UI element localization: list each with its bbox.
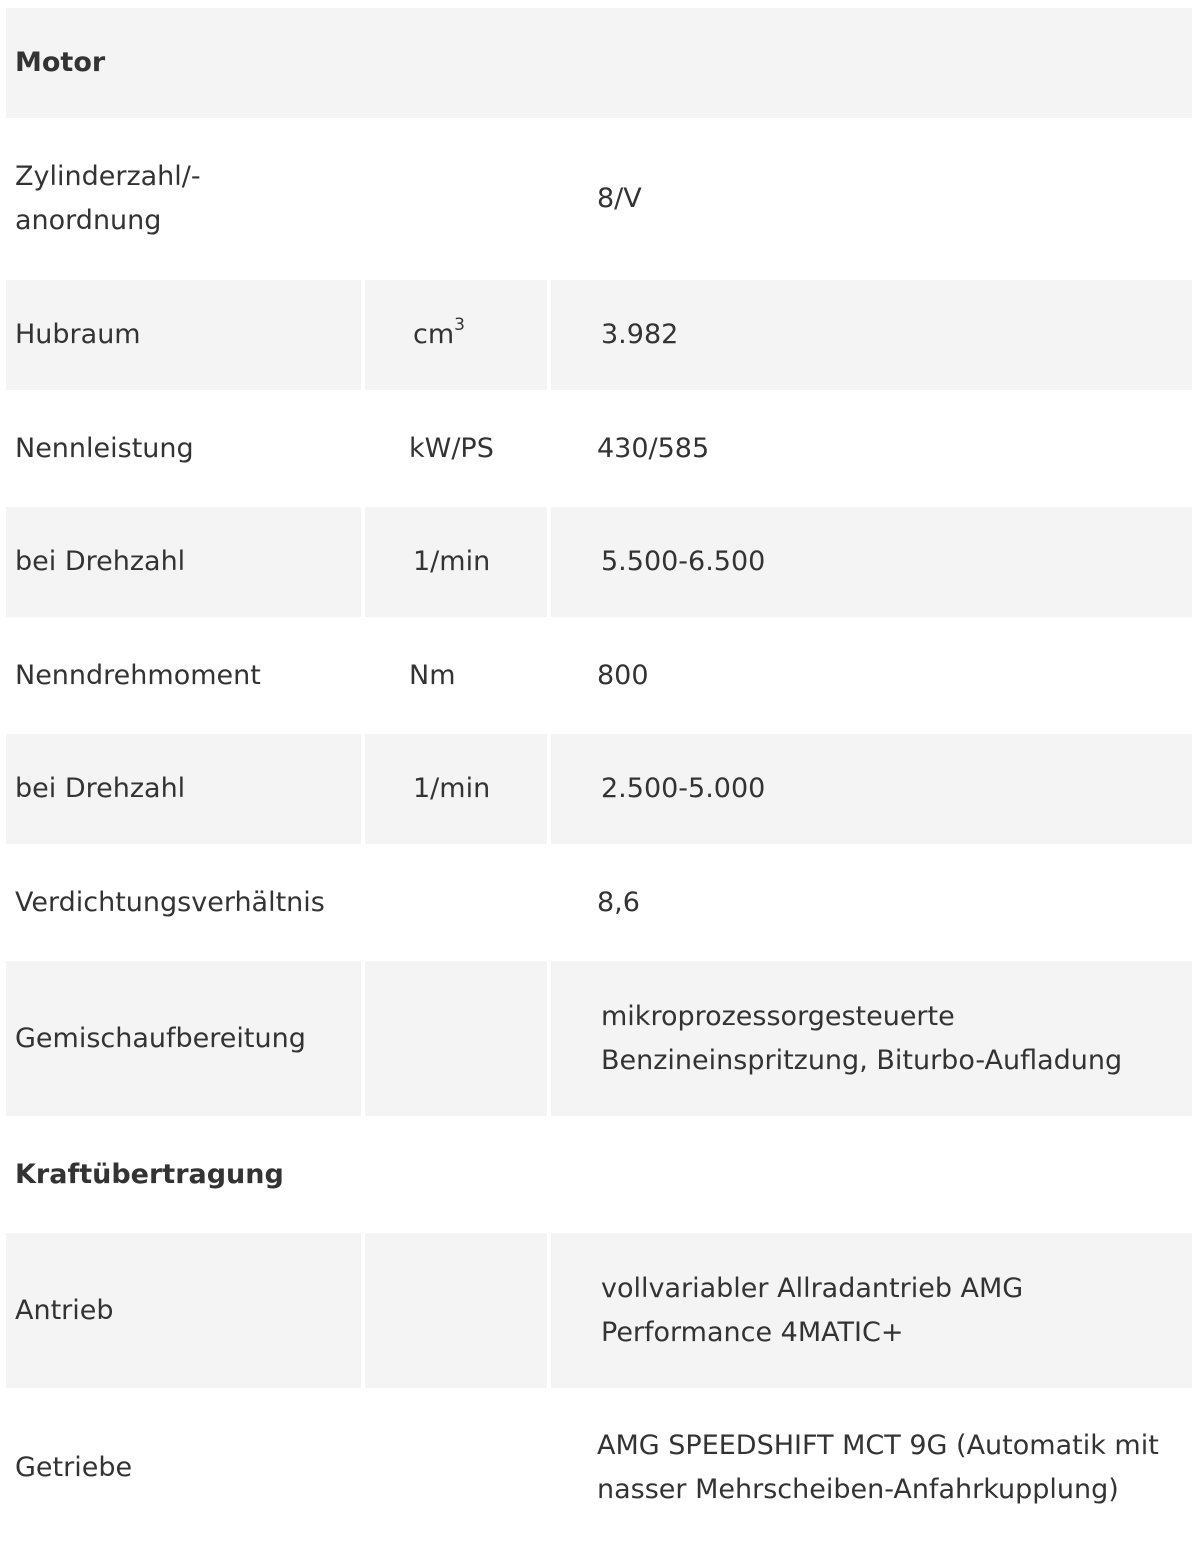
row-label: Nenndrehmoment (15, 659, 261, 691)
unit-base: cm (413, 319, 455, 350)
row-label: bei Drehzahl (6, 507, 361, 617)
row-unit (361, 118, 547, 280)
row-value: 8,6 (597, 886, 640, 918)
table-row (6, 844, 1192, 961)
row-value: AMG SPEEDSHIFT MCT 9G (Automatik mit nasser Mehrscheiben-Anfahrkupplung) (597, 1430, 1159, 1505)
row-value: 430/585 (597, 432, 710, 464)
row-unit (361, 280, 547, 390)
table-row (6, 734, 1192, 844)
section-header-kraftuebertragung (6, 1116, 1192, 1233)
row-label: Nennleistung (15, 432, 194, 464)
row-value: 3.982 (547, 280, 1192, 390)
row-value: 8/V (597, 183, 642, 214)
table-row (6, 507, 1192, 617)
table-row (6, 617, 1192, 734)
table-row (6, 961, 1192, 1116)
row-label: Gemischaufbereitung (6, 961, 361, 1116)
row-label: bei Drehzahl (6, 734, 361, 844)
row-label: Verdichtungsverhältnis (15, 886, 325, 918)
row-label: Zylinderzahl/- anordnung (15, 161, 201, 236)
row-unit (361, 1388, 547, 1548)
row-value: mikroprozessorgesteuerte Benzineinspritzung, Biturbo-Aufladung (547, 961, 1192, 1116)
table-row (6, 118, 1192, 280)
row-unit (361, 1233, 547, 1388)
section-title: Motor (6, 8, 1192, 118)
row-value: 2.500-5.000 (547, 734, 1192, 844)
row-unit: 1/min (361, 507, 547, 617)
row-label: Getriebe (15, 1452, 133, 1483)
row-label: Antrieb (6, 1233, 361, 1388)
unit-superscript: 3 (454, 315, 465, 335)
table-row (6, 1233, 1192, 1388)
row-label: Hubraum (6, 280, 361, 390)
row-value: 800 (597, 659, 649, 691)
row-unit: Nm (409, 659, 456, 691)
row-unit (361, 844, 547, 961)
table-row (6, 390, 1192, 507)
row-value: vollvariabler Allradantrieb AMG Performance 4MATIC+ (547, 1233, 1192, 1388)
section-title: Kraftübertragung (15, 1158, 284, 1190)
table-row (6, 280, 1192, 390)
row-value: 5.500-6.500 (547, 507, 1192, 617)
spec-table (6, 8, 1192, 1548)
row-unit (361, 961, 547, 1116)
row-unit: kW/PS (409, 432, 494, 464)
table-row (6, 1388, 1192, 1548)
section-header-motor (6, 8, 1192, 118)
row-unit: 1/min (361, 734, 547, 844)
